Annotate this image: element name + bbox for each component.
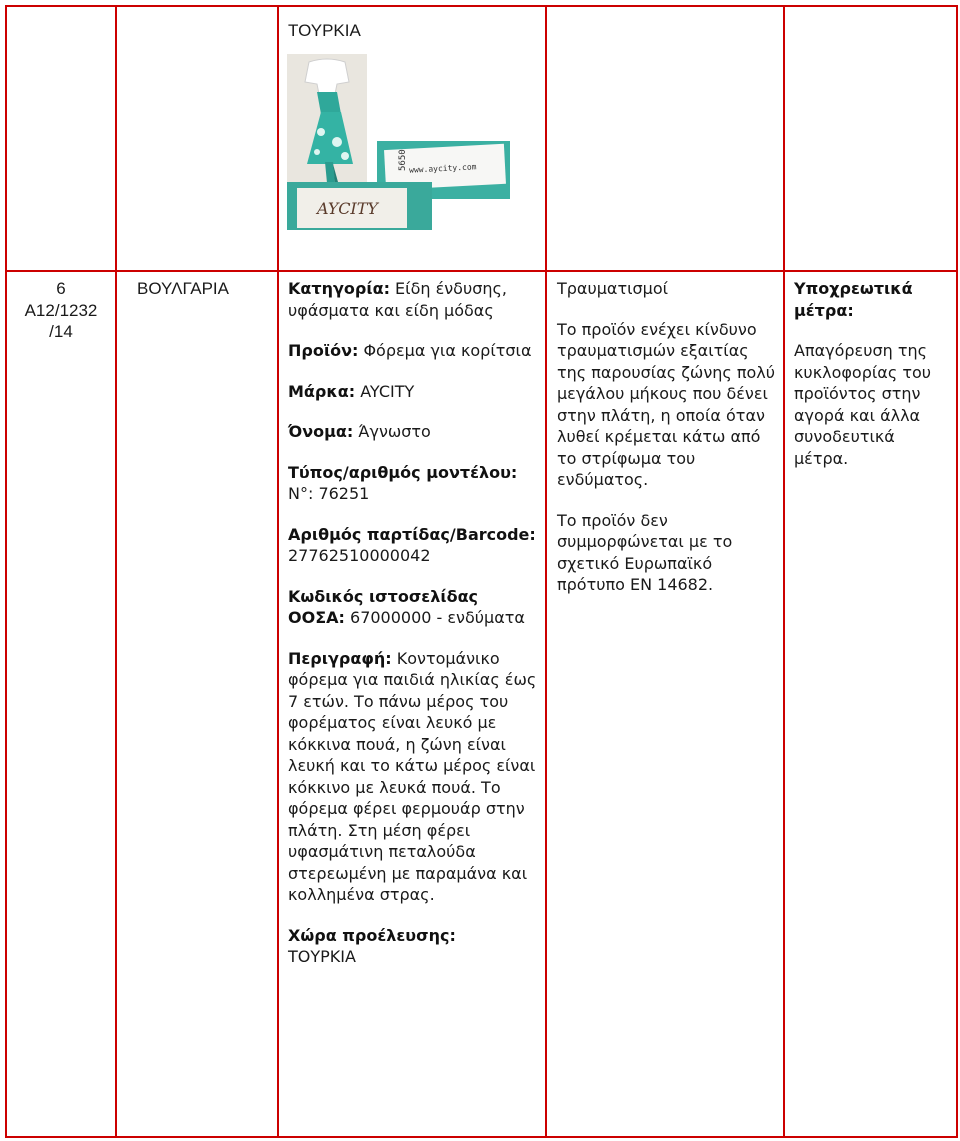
oecd-value: 67000000 - ενδύματα <box>344 608 525 627</box>
barcode-value: 27762510000042 <box>288 546 431 565</box>
notification-number: 6 <box>56 279 66 298</box>
measures-label: Υποχρεωτικά μέτρα: <box>794 279 913 320</box>
measures-text: Απαγόρευση της κυκλοφορίας του προϊόντος στην αγορά και άλλα συνοδευτικά μέτρα. <box>794 341 931 468</box>
product-value: Φόρεμα για κορίτσια <box>358 341 532 360</box>
svg-text:5650: 5650 <box>398 149 408 171</box>
brand-label-photo <box>287 182 432 230</box>
risk-text: Το προϊόν ενέχει κίνδυνο τραυματισμών εξαιτίας της παρουσίας ζώνης πολύ μεγάλου μήκους που δένει στην πλάτη, η οποία όταν λυθεί κρέμεται κάτω από το στρίφωμα του ενδύματος. <box>557 319 776 489</box>
description-label: Περιγραφή: <box>288 648 392 668</box>
category-label: Κατηγορία: <box>288 279 390 298</box>
brand-value: AYCITY <box>355 381 415 401</box>
cell-country <box>116 271 278 1137</box>
model-value: N°: 76251 <box>288 484 370 503</box>
table-row-images <box>6 6 957 271</box>
table-row-notification <box>6 271 957 1137</box>
cell-risk <box>546 271 784 1137</box>
product-photos <box>287 54 527 230</box>
barcode-label: Αριθμός παρτίδας/Barcode: <box>288 524 536 544</box>
cell-product-details <box>278 271 546 1137</box>
product-label: Προϊόν: <box>288 341 359 360</box>
cell-empty-country <box>116 6 278 271</box>
risk-type: Τραυματισμοί <box>557 279 669 298</box>
notifying-country: ΒΟΥΛΓΑΡΙΑ <box>137 279 229 298</box>
cell-measures <box>784 271 957 1137</box>
cell-empty-number <box>6 6 116 271</box>
compliance-text: Το προϊόν δεν συμμορφώνεται με το σχετικό Ευρωπαϊκό πρότυπο EN 14682. <box>557 510 733 594</box>
top-origin-country: ΤΟΥΡΚΙΑ <box>288 21 361 40</box>
svg-text:www.aycity.com: www.aycity.com <box>408 162 477 175</box>
svg-text:AYCITY: AYCITY <box>317 199 378 218</box>
model-label: Τύπος/αριθμός μοντέλου: <box>288 462 518 482</box>
oecd-label: Κωδικός ιστοσελίδας ΟΟΣΑ: <box>288 586 479 627</box>
cell-empty-measures <box>784 6 957 271</box>
name-label: Όνομα: <box>288 422 354 441</box>
origin-label: Χώρα προέλευσης: <box>288 925 456 945</box>
notification-ref-line2: /14 <box>49 322 73 341</box>
name-value: Άγνωστο <box>353 422 431 441</box>
cell-origin-and-photos <box>278 6 546 271</box>
category-value: Είδη ένδυσης, υφάσματα και είδη μόδας <box>288 279 507 320</box>
notification-table <box>5 5 958 1138</box>
description-value: Κοντομάνικο φόρεμα για παιδιά ηλικίας έως 7 ετών. Το πάνω μέρος του φορέματος είναι λευκό με κόκκινα πουά, η ζώνη είναι λευκή και το κάτω μέρος είναι κόκκινο με λευκά πουά. Το φόρεμα φέρει φερμουάρ στην πλάτη. Στη μέση φέρει υφασμάτινη πεταλούδα στερεωμένη με παραμάνα και κολλημένα στρας. <box>288 648 537 904</box>
cell-empty-risk <box>546 6 784 271</box>
notification-table-frame <box>5 5 956 1138</box>
notification-ref-line1: A12/1232 <box>24 300 98 320</box>
origin-value: ΤΟΥΡΚΙΑ <box>288 947 356 966</box>
cell-number <box>6 271 116 1137</box>
brand-label: Μάρκα: <box>288 381 356 401</box>
